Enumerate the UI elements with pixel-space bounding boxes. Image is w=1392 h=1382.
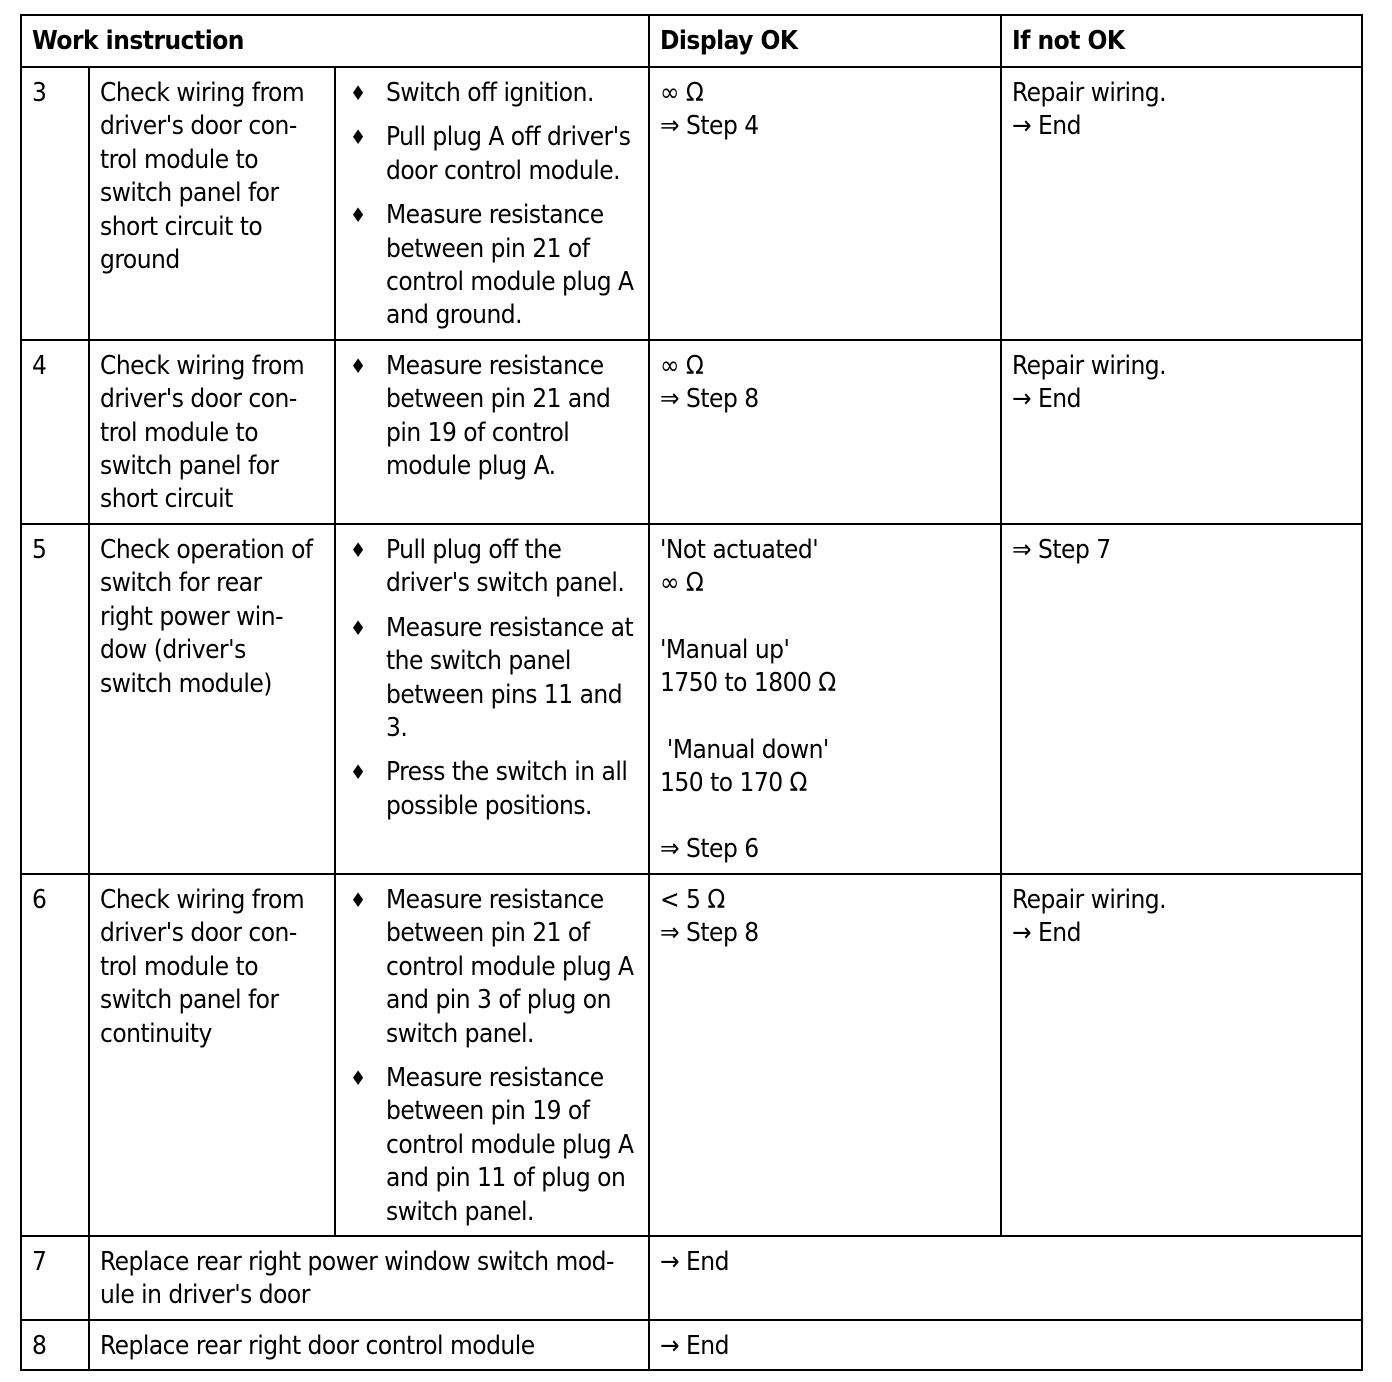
if-not-ok-cell: Repair wiring. → End <box>1001 67 1362 340</box>
result-cell: → End <box>649 1320 1362 1370</box>
result-cell: → End <box>649 1236 1362 1320</box>
list-item: ♦ Measure resistance at the switch panel between pins 11 and 3. <box>350 612 634 743</box>
diamond-bullet-icon: ♦ <box>350 125 366 150</box>
list-item: ♦ Pull plug A off driver's door control module. <box>350 122 631 186</box>
check-line: ground <box>100 245 180 276</box>
check-line: short circuit to <box>100 211 263 242</box>
list-item: ♦ Press the switch in all possible positions. <box>350 757 628 821</box>
step-number: 3 <box>21 67 89 340</box>
list-item: ♦ Pull plug off the driver's switch panel. <box>350 534 625 599</box>
step-number: 8 <box>21 1320 89 1370</box>
diamond-bullet-icon: ♦ <box>350 887 366 912</box>
header-work-instruction: Work instruction <box>21 15 649 67</box>
table-row <box>21 1320 1362 1370</box>
step-number: 7 <box>21 1236 89 1320</box>
header-display-ok: Display OK <box>649 15 1001 67</box>
display-ok-cell: 'Not actuated' ∞ Ω 'Manual up' 1750 to 1800 Ω 'Manual down' 150 to 170 Ω ⇒ Step 6 <box>649 524 1001 874</box>
header-if-not-ok: If not OK <box>1001 15 1362 67</box>
table-row <box>21 524 1362 874</box>
replace-description: Replace rear right power window switch mod- ule in driver's door <box>89 1236 649 1320</box>
instruction-cell <box>335 67 649 340</box>
check-description <box>89 67 335 340</box>
diamond-bullet-icon: ♦ <box>350 537 366 562</box>
check-description: Check wiring from driver's door con- trol module to switch panel for continuity <box>89 874 335 1236</box>
list-item: ♦ Measure resistance between pin 21 of control module plug A and pin 3 of plug on switch panel. <box>350 884 634 1049</box>
replace-description: Replace rear right door control module <box>89 1320 649 1370</box>
step-number: 4 <box>21 340 89 524</box>
diamond-bullet-icon: ♦ <box>350 1065 366 1090</box>
check-line: trol module to <box>100 144 259 175</box>
diamond-bullet-icon: ♦ <box>350 203 366 228</box>
if-not-ok-cell: Repair wiring. → End <box>1001 340 1362 524</box>
list-item: ♦ Measure resistance between pin 19 of control module plug A and pin 11 of plug on switch panel. <box>350 1062 634 1227</box>
check-line: driver's door con- <box>100 111 297 142</box>
instruction-cell <box>335 874 649 1236</box>
diamond-bullet-icon: ♦ <box>350 615 366 640</box>
work-instruction-table <box>20 14 1363 1371</box>
step-number: 5 <box>21 524 89 874</box>
instruction-cell <box>335 524 649 874</box>
if-not-ok-cell: ⇒ Step 7 <box>1001 524 1362 874</box>
check-description: Check wiring from driver's door con- trol module to switch panel for short circuit <box>89 340 335 524</box>
instruction-cell <box>335 340 649 524</box>
diamond-bullet-icon: ♦ <box>350 81 366 105</box>
display-ok-cell: < 5 Ω ⇒ Step 8 <box>649 874 1001 1236</box>
check-line: switch panel for <box>100 178 279 209</box>
step-number: 6 <box>21 874 89 1236</box>
check-line: Check wiring from <box>100 78 305 108</box>
table-row <box>21 1236 1362 1320</box>
diamond-bullet-icon: ♦ <box>350 353 366 378</box>
if-not-ok-cell: Repair wiring. → End <box>1001 874 1362 1236</box>
list-item: ♦ Measure resistance between pin 21 and pin 19 of control module plug A. <box>350 350 611 482</box>
check-description: Check operation of switch for rear right power win- dow (driver's switch module) <box>89 524 335 874</box>
table-row <box>21 67 1362 340</box>
display-ok-cell: ∞ Ω ⇒ Step 4 <box>649 67 1001 340</box>
display-ok-cell: ∞ Ω ⇒ Step 8 <box>649 340 1001 524</box>
table-row <box>21 340 1362 524</box>
list-item: ♦ Switch off ignition. <box>346 77 638 110</box>
table-row <box>21 874 1362 1236</box>
list-item: ♦ Measure resistance between pin 21 of control module plug A and ground. <box>350 200 634 331</box>
header-row <box>21 15 1362 67</box>
diamond-bullet-icon: ♦ <box>350 760 366 785</box>
